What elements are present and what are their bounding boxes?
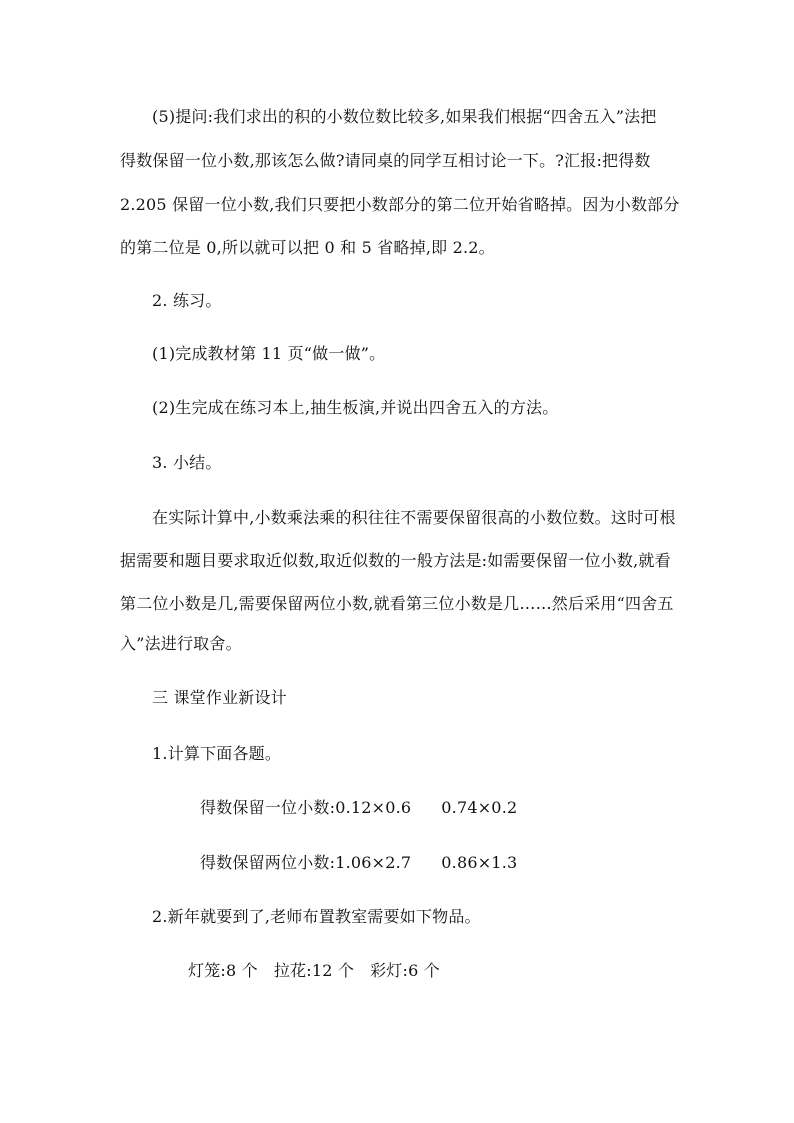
practice-item-1: (1)完成教材第 11 页“做一做”。 — [152, 344, 386, 363]
summary-heading: 3. 小结。 — [152, 453, 222, 472]
row2-expr2: 0.86×1.3 — [441, 853, 518, 872]
item-streamers: 拉花:12 个 — [273, 961, 355, 980]
homework-q2-items — [188, 960, 440, 982]
para5-line4: 的第二位是 0,所以就可以把 0 和 5 省略掉,即 2.2。 — [120, 238, 495, 257]
para5-line3: 2.205 保留一位小数,我们只要把小数部分的第二位开始省略掉。因为小数部分 — [120, 195, 680, 214]
row2-label: 得数保留两位小数: — [200, 853, 336, 872]
para5-line2: 得数保留一位小数,那该怎么做?请同桌的同学互相讨论一下。?汇报:把得数 — [120, 151, 651, 170]
homework-q1-row2 — [200, 852, 517, 874]
row1-expr1: 0.12×0.6 — [335, 798, 412, 817]
summary-line1: 在实际计算中,小数乘法乘的积往往不需要保留很高的小数位数。这时可根 — [152, 508, 676, 527]
practice-item-2: (2)生完成在练习本上,抽生板演,并说出四舍五入的方法。 — [152, 398, 559, 417]
homework-q1-title: 1.计算下面各题。 — [152, 744, 282, 763]
row1-label: 得数保留一位小数: — [200, 798, 336, 817]
row2-expr1: 1.06×2.7 — [335, 853, 412, 872]
row1-expr2: 0.74×0.2 — [441, 798, 518, 817]
para5-line1: (5)提问:我们求出的积的小数位数比较多,如果我们根据“四舍五入”法把 — [152, 107, 657, 126]
homework-q1-row1 — [200, 797, 517, 819]
item-lights: 彩灯:6 个 — [370, 961, 440, 980]
item-lanterns: 灯笼:8 个 — [188, 961, 258, 980]
summary-line3: 第二位小数是几,需要保留两位小数,就看第三位小数是几……然后采用“四舍五 — [120, 594, 674, 613]
homework-heading: 三 课堂作业新设计 — [152, 688, 287, 707]
practice-heading: 2. 练习。 — [152, 291, 222, 310]
summary-line4: 入”法进行取舍。 — [120, 634, 242, 653]
homework-q2-title: 2.新年就要到了,老师布置教室需要如下物品。 — [152, 907, 481, 926]
summary-line2: 据需要和题目要求取近似数,取近似数的一般方法是:如需要保留一位小数,就看 — [120, 551, 671, 570]
